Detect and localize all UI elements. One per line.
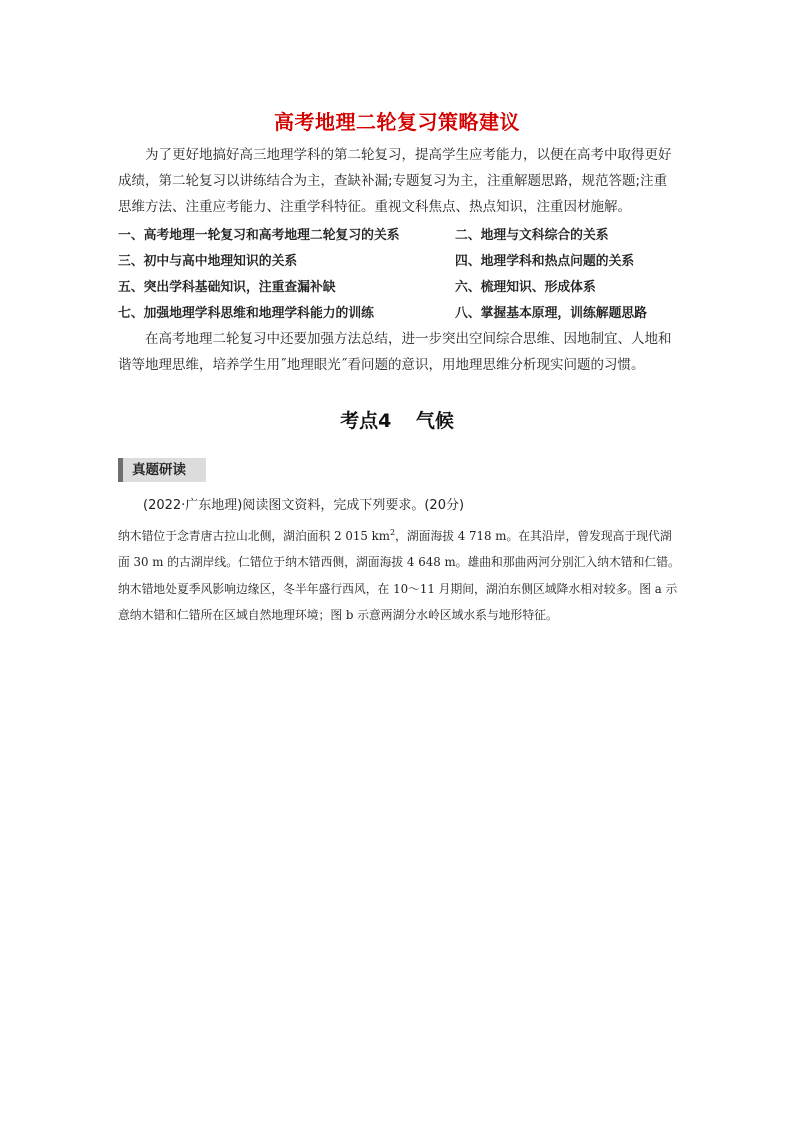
material-text-part1: 纳木错位于念青唐古拉山北侧，湖泊面积 2 015 km <box>118 528 390 543</box>
tag-marker <box>118 458 123 482</box>
strategy-item: 一、高考地理一轮复习和高考地理二轮复习的关系 <box>118 228 400 243</box>
question-material <box>118 520 680 629</box>
page-title: 高考地理二轮复习策略建议 <box>274 110 520 134</box>
strategy-item: 六、梳理知识、形成体系 <box>455 280 596 295</box>
strategy-row <box>118 224 678 244</box>
strategy-row <box>118 276 678 296</box>
section-heading <box>0 406 794 433</box>
question-source: (2022·广东地理)阅读图文资料，完成下列要求。(20分) <box>143 498 465 513</box>
strategy-item: 四、地理学科和热点问题的关系 <box>455 254 635 269</box>
closing-paragraph <box>118 326 680 378</box>
strategy-row <box>118 302 678 322</box>
strategy-row <box>118 250 678 270</box>
exam-tag <box>118 458 206 482</box>
section-topic: 气候 <box>415 410 454 432</box>
strategy-item: 五、突出学科基础知识，注重查漏补缺 <box>118 280 336 295</box>
intro-paragraph <box>118 142 680 220</box>
strategy-item: 七、加强地理学科思维和地理学科能力的训练 <box>118 306 374 321</box>
strategy-item: 三、初中与高中地理知识的关系 <box>118 254 298 269</box>
strategy-item: 二、地理与文科综合的关系 <box>455 228 609 243</box>
section-label: 考点4 <box>340 410 392 432</box>
tag-label: 真题研读 <box>132 462 186 478</box>
material-text-part2: ，湖面海拔 4 718 m。在其沿岸，曾发现高于现代湖面 30 m 的古湖岸线。仁错位于纳木错西侧，湖面海拔 4 648 m。雄曲和那曲两河分别汇入纳木错和仁错。纳木错地处夏季风影响边缘区，冬半年盛行西风，在 10～11 月期间，湖泊东侧区域降水相对较多。图 a 示意纳木错和仁错所在区域自然地理环境；图 b 示意两湖分水岭区域水系与地形特征。 <box>118 528 680 623</box>
intro-text: 为了更好地搞好高三地理学科的第二轮复习，提高学生应考能力，以便在高考中取得更好成绩，第二轮复习以讲练结合为主，查缺补漏;专题复习为主，注重解题思路，规范答题;注重思维方法、注重应考能力、注重学科特征。重视文科焦点、热点知识，注重因材施解。 <box>118 147 672 215</box>
closing-text: 在高考地理二轮复习中还要加强方法总结，进一步突出空间综合思维、因地制宜、人地和谐等地理思维，培养学生用˝地理眼光˝看问题的意识，用地理思维分析现实问题的习惯。 <box>118 331 672 373</box>
strategy-item: 八、掌握基本原理，训练解题思路 <box>455 306 647 321</box>
superscript-2: 2 <box>389 528 396 537</box>
